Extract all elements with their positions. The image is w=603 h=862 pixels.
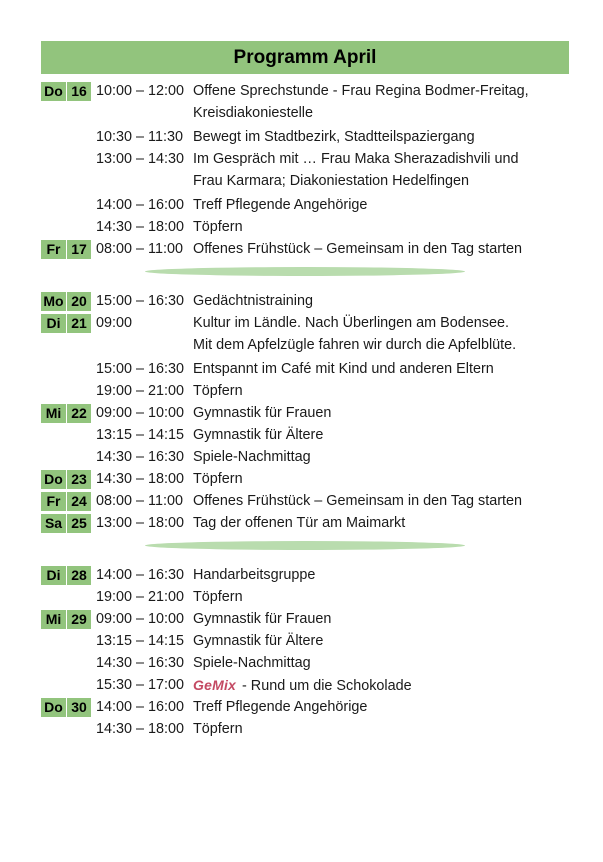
event-description-line: Töpfern xyxy=(193,589,243,605)
date-badge: 29 xyxy=(67,610,91,629)
weekday-badge: Do xyxy=(41,698,66,717)
event-time: 09:00 – 10:00 xyxy=(96,405,185,421)
event-description-line: Spiele-Nachmittag xyxy=(193,449,311,465)
event-description xyxy=(193,380,243,402)
event-description xyxy=(193,216,243,238)
event-description xyxy=(193,586,243,608)
event-time: 10:00 – 12:00 xyxy=(96,83,185,99)
weekday-badge: Di xyxy=(41,314,66,333)
event-description xyxy=(193,718,243,740)
separator-ellipse xyxy=(145,541,465,550)
event-description-line: Gymnastik für Ältere xyxy=(193,427,324,443)
event-description xyxy=(193,674,412,697)
event-description xyxy=(193,468,243,490)
event-time: 14:30 – 16:30 xyxy=(96,655,185,671)
weekday-badge: Sa xyxy=(41,514,66,533)
event-description-line: Offenes Frühstück – Gemeinsam in den Tag starten xyxy=(193,241,523,257)
schedule-row xyxy=(41,126,569,148)
event-description xyxy=(193,148,519,192)
event-time: 14:30 – 18:00 xyxy=(96,721,185,737)
event-time: 10:30 – 11:30 xyxy=(96,129,183,145)
event-description xyxy=(193,608,331,630)
event-time: 19:00 – 21:00 xyxy=(96,589,185,605)
event-description-line: Offene Sprechstunde - Frau Regina Bodmer-Freitag, xyxy=(193,83,529,99)
schedule-row xyxy=(41,512,569,534)
event-time: 14:30 – 18:00 xyxy=(96,219,185,235)
weekday-badge: Fr xyxy=(41,492,66,511)
event-description-line: Gymnastik für Ältere xyxy=(193,633,324,649)
event-description-line: Handarbeitsgruppe xyxy=(193,567,316,583)
event-time: 08:00 – 11:00 xyxy=(96,241,183,257)
schedule-row xyxy=(41,238,569,260)
event-description xyxy=(193,402,331,424)
event-description xyxy=(193,290,313,312)
date-badge: 23 xyxy=(67,470,91,489)
event-time: 19:00 – 21:00 xyxy=(96,383,185,399)
weekday-badge: Do xyxy=(41,82,66,101)
schedule-row xyxy=(41,564,569,586)
date-badge: 30 xyxy=(67,698,91,717)
event-description xyxy=(193,652,311,674)
program-title: Programm April xyxy=(233,46,377,68)
event-description-line: Spiele-Nachmittag xyxy=(193,655,311,671)
schedule-row xyxy=(41,380,569,402)
event-description xyxy=(193,358,494,380)
event-description xyxy=(193,126,475,148)
schedule-row xyxy=(41,718,569,740)
schedule-row xyxy=(41,674,569,696)
schedule-row xyxy=(41,358,569,380)
event-description-line: Kreisdiakoniestelle xyxy=(193,105,313,121)
weekday-badge: Di xyxy=(41,566,66,585)
event-description-line: Gymnastik für Frauen xyxy=(193,611,332,627)
schedule-list xyxy=(41,80,569,740)
program-header xyxy=(41,41,569,74)
event-time: 14:00 – 16:00 xyxy=(96,699,185,715)
schedule-row xyxy=(41,424,569,446)
event-description-line: Entspannt im Café mit Kind und anderen Eltern xyxy=(193,361,494,377)
schedule-row xyxy=(41,312,569,358)
date-badge: 17 xyxy=(67,240,91,259)
section-separator xyxy=(41,260,569,290)
event-time: 15:00 – 16:30 xyxy=(96,293,185,309)
event-description xyxy=(193,446,311,468)
weekday-badge: Mi xyxy=(41,404,66,423)
event-description xyxy=(193,630,323,652)
schedule-row xyxy=(41,290,569,312)
schedule-row xyxy=(41,586,569,608)
weekday-badge: Do xyxy=(41,470,66,489)
schedule-row xyxy=(41,468,569,490)
event-time: 15:00 – 16:30 xyxy=(96,361,185,377)
event-description-line: Töpfern xyxy=(193,721,243,737)
event-description-line: Treff Pflegende Angehörige xyxy=(193,699,368,715)
schedule-row xyxy=(41,608,569,630)
weekday-badge: Mi xyxy=(41,610,66,629)
gemix-logo: GeMix xyxy=(193,677,237,693)
date-badge: 21 xyxy=(67,314,91,333)
event-time: 14:30 – 16:30 xyxy=(96,449,185,465)
event-time: 15:30 – 17:00 xyxy=(96,677,185,693)
event-description-line: Bewegt im Stadtbezirk, Stadtteilspaziergang xyxy=(193,129,475,145)
schedule-row xyxy=(41,630,569,652)
event-description xyxy=(193,312,516,356)
event-description xyxy=(193,238,522,260)
weekday-badge: Mo xyxy=(41,292,66,311)
date-badge: 16 xyxy=(67,82,91,101)
date-badge: 22 xyxy=(67,404,91,423)
section-separator xyxy=(41,534,569,564)
event-description-line: Mit dem Apfelzügle fahren wir durch die Apfelblüte. xyxy=(193,337,517,353)
event-time: 13:00 – 14:30 xyxy=(96,151,185,167)
date-badge: 20 xyxy=(67,292,91,311)
separator-ellipse xyxy=(145,267,465,276)
event-description-line: Töpfern xyxy=(193,471,243,487)
event-description xyxy=(193,512,405,534)
event-time: 14:30 – 18:00 xyxy=(96,471,185,487)
schedule-row xyxy=(41,194,569,216)
weekday-badge: Fr xyxy=(41,240,66,259)
event-description-line: Gedächtnistraining xyxy=(193,293,313,309)
event-description-line: Treff Pflegende Angehörige xyxy=(193,197,368,213)
event-description xyxy=(193,490,522,512)
event-time: 13:00 – 18:00 xyxy=(96,515,185,531)
schedule-row xyxy=(41,402,569,424)
schedule-row xyxy=(41,696,569,718)
event-description-line: Kultur im Ländle. Nach Überlingen am Bodensee. xyxy=(193,315,509,331)
event-description-line: Frau Karmara; Diakoniestation Hedelfingen xyxy=(193,173,469,189)
event-time: 09:00 – 10:00 xyxy=(96,611,185,627)
event-description xyxy=(193,564,315,586)
event-time: 13:15 – 14:15 xyxy=(96,427,185,443)
event-description-line: Tag der offenen Tür am Maimarkt xyxy=(193,515,406,531)
event-description xyxy=(193,194,367,216)
event-description xyxy=(193,424,323,446)
event-time: 09:00 xyxy=(96,315,133,331)
date-badge: 24 xyxy=(67,492,91,511)
date-badge: 25 xyxy=(67,514,91,533)
event-description-line: Im Gespräch mit … Frau Maka Sherazadishvili und xyxy=(193,151,519,167)
event-description xyxy=(193,80,529,124)
schedule-row xyxy=(41,148,569,194)
event-time: 13:15 – 14:15 xyxy=(96,633,185,649)
schedule-row xyxy=(41,490,569,512)
event-time: 08:00 – 11:00 xyxy=(96,493,183,509)
schedule-row xyxy=(41,652,569,674)
event-description-line: Töpfern xyxy=(193,219,243,235)
schedule-row xyxy=(41,446,569,468)
event-time: 14:00 – 16:00 xyxy=(96,197,185,213)
event-description xyxy=(193,696,367,718)
event-description-line: Gymnastik für Frauen xyxy=(193,405,332,421)
event-description-line: GeMix - Rund um die Schokolade xyxy=(193,674,412,697)
schedule-row xyxy=(41,216,569,238)
event-time: 14:00 – 16:30 xyxy=(96,567,185,583)
schedule-row xyxy=(41,80,569,126)
date-badge: 28 xyxy=(67,566,91,585)
event-description-line: Töpfern xyxy=(193,383,243,399)
event-description-line: Offenes Frühstück – Gemeinsam in den Tag starten xyxy=(193,493,523,509)
